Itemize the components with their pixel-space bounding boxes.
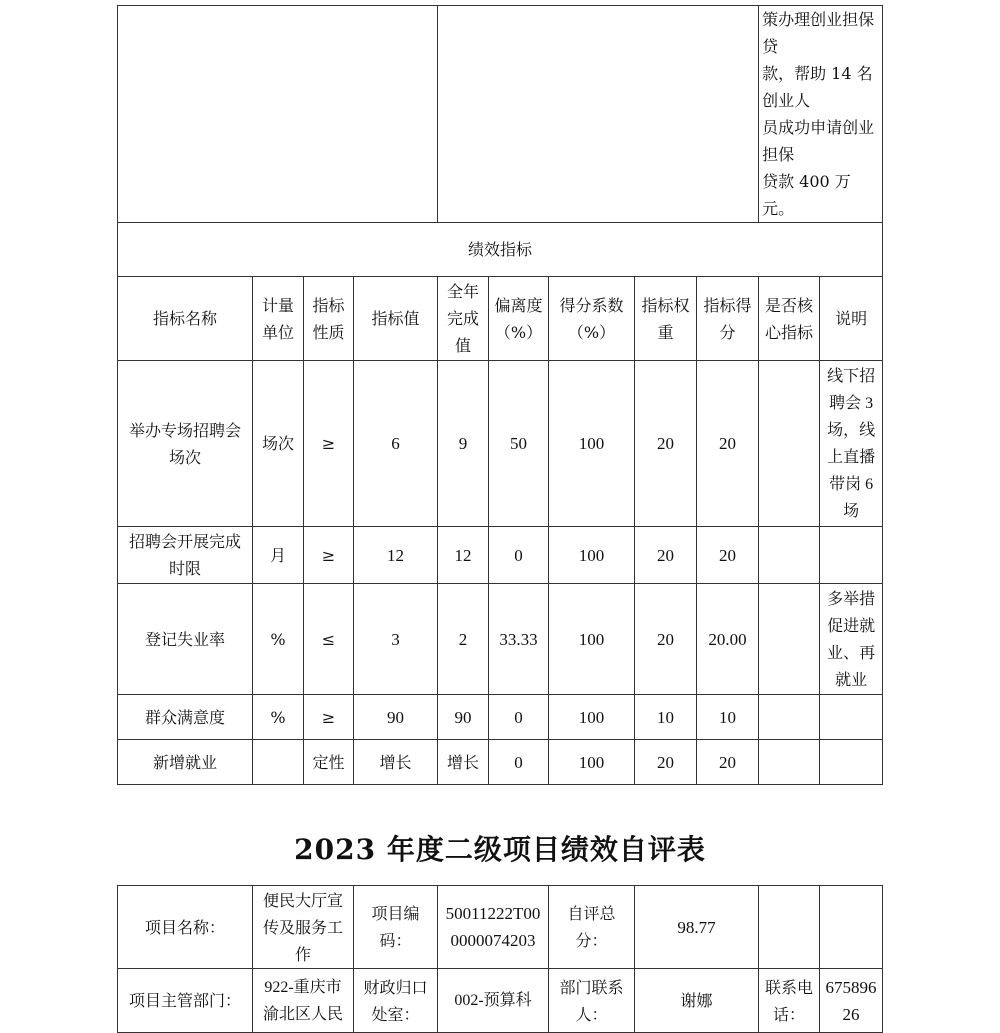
table-row [118, 584, 883, 695]
indicator-name: 招聘会开展完成 时限 [118, 527, 253, 584]
weight-cell: 10 [635, 695, 697, 740]
contact-value: 谢娜 [635, 969, 759, 1033]
deviation-cell: 50 [489, 361, 549, 527]
phone-value: 675896 26 [820, 969, 883, 1033]
nature-cell: 定性 [304, 740, 354, 785]
score-cell: 20.00 [697, 584, 759, 695]
header-cell: 全年 完成 值 [438, 277, 489, 361]
indicator-name: 新增就业 [118, 740, 253, 785]
empty-cell [820, 886, 883, 969]
indicator-name: 群众满意度 [118, 695, 253, 740]
deviation-cell: 0 [489, 527, 549, 584]
header-cell: 指标得 分 [697, 277, 759, 361]
unit-cell: 月 [253, 527, 304, 584]
header-cell: 得分系数 （%） [549, 277, 635, 361]
note-cell: 线下招 聘会 3 场，线 上直播 带岗 6 场 [820, 361, 883, 527]
target-cell: 增长 [354, 740, 438, 785]
note-cell: 多举措 促进就 业、再 就业 [820, 584, 883, 695]
continuation-row [118, 6, 883, 223]
note-cell [820, 527, 883, 584]
project-name-label: 项目名称： [118, 886, 253, 969]
unit-cell [253, 740, 304, 785]
core-cell [759, 361, 820, 527]
header-cell: 指标权 重 [635, 277, 697, 361]
finance-office-label: 财政归口 处室： [354, 969, 438, 1033]
weight-cell: 20 [635, 740, 697, 785]
core-cell [759, 695, 820, 740]
core-cell [759, 527, 820, 584]
core-cell [759, 584, 820, 695]
actual-cell: 12 [438, 527, 489, 584]
deviation-cell: 0 [489, 695, 549, 740]
score-cell: 20 [697, 361, 759, 527]
form-row [118, 969, 883, 1033]
project-code-label: 项目编 码： [354, 886, 438, 969]
core-cell [759, 740, 820, 785]
nature-cell: ≥ [304, 527, 354, 584]
table-row [118, 527, 883, 584]
target-cell: 3 [354, 584, 438, 695]
project-code-value: 50011222T00 0000074203 [438, 886, 549, 969]
weight-cell: 20 [635, 361, 697, 527]
page-title: 2023 年度二级项目绩效自评表 [294, 833, 706, 866]
department-label: 项目主管部门： [118, 969, 253, 1033]
header-cell: 指标名称 [118, 277, 253, 361]
table-row [118, 740, 883, 785]
unit-cell: 场次 [253, 361, 304, 527]
target-cell: 6 [354, 361, 438, 527]
nature-cell: ≤ [304, 584, 354, 695]
contact-label: 部门联系 人： [549, 969, 635, 1033]
phone-label: 联系电 话： [759, 969, 820, 1033]
performance-indicators-table [117, 5, 883, 785]
note-cell [820, 695, 883, 740]
project-name-value: 便民大厅宣 传及服务工 作 [253, 886, 354, 969]
header-cell: 偏离度 （%） [489, 277, 549, 361]
table-row [118, 695, 883, 740]
score-value: 98.77 [635, 886, 759, 969]
deviation-cell: 33.33 [489, 584, 549, 695]
unit-cell: % [253, 695, 304, 740]
unit-cell: % [253, 584, 304, 695]
actual-cell: 增长 [438, 740, 489, 785]
section-title: 绩效指标 [118, 223, 883, 277]
actual-cell: 9 [438, 361, 489, 527]
coefficient-cell: 100 [549, 695, 635, 740]
finance-office-value: 002-预算科 [438, 969, 549, 1033]
project-info-table [117, 885, 883, 1033]
coefficient-cell: 100 [549, 740, 635, 785]
nature-cell: ≥ [304, 361, 354, 527]
continuation-text: 策办理创业担保贷 款，帮助 14 名创业人 员成功申请创业担保 贷款 400 万元。 [759, 6, 883, 223]
score-cell: 20 [697, 527, 759, 584]
weight-cell: 20 [635, 527, 697, 584]
header-cell: 指标 性质 [304, 277, 354, 361]
table-row [118, 361, 883, 527]
coefficient-cell: 100 [549, 584, 635, 695]
indicator-name: 举办专场招聘会 场次 [118, 361, 253, 527]
form-row [118, 886, 883, 969]
header-cell: 说明 [820, 277, 883, 361]
coefficient-cell: 100 [549, 527, 635, 584]
header-cell: 是否核 心指标 [759, 277, 820, 361]
deviation-cell: 0 [489, 740, 549, 785]
empty-cell [438, 6, 759, 223]
score-label: 自评总 分： [549, 886, 635, 969]
target-cell: 12 [354, 527, 438, 584]
header-cell: 指标值 [354, 277, 438, 361]
actual-cell: 2 [438, 584, 489, 695]
note-cell [820, 740, 883, 785]
empty-cell [759, 886, 820, 969]
weight-cell: 20 [635, 584, 697, 695]
score-cell: 20 [697, 740, 759, 785]
department-value: 922-重庆市 渝北区人民 [253, 969, 354, 1033]
coefficient-cell: 100 [549, 361, 635, 527]
target-cell: 90 [354, 695, 438, 740]
header-row [118, 277, 883, 361]
empty-cell [118, 6, 438, 223]
actual-cell: 90 [438, 695, 489, 740]
score-cell: 10 [697, 695, 759, 740]
indicator-name: 登记失业率 [118, 584, 253, 695]
nature-cell: ≥ [304, 695, 354, 740]
header-cell: 计量 单位 [253, 277, 304, 361]
